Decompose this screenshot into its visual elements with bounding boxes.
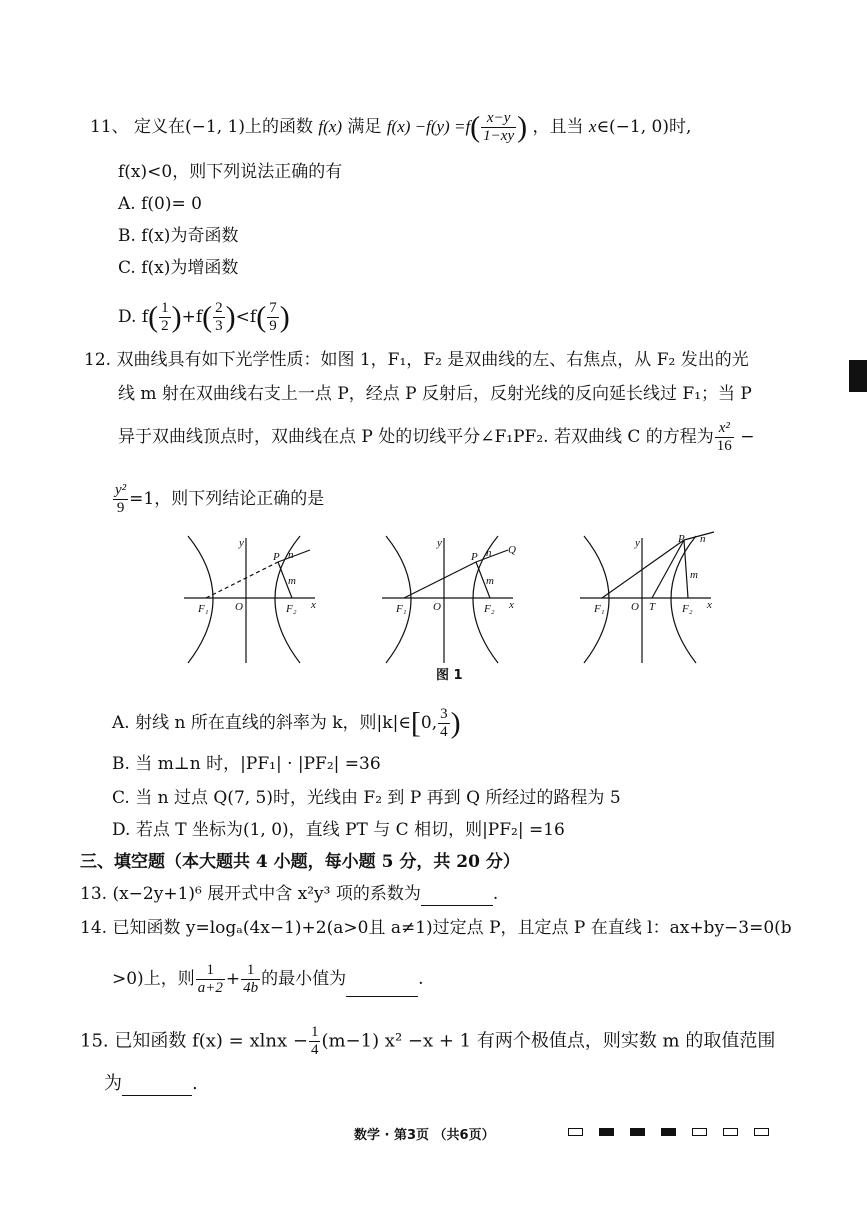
q11-fraction	[481, 110, 516, 145]
fraction	[438, 706, 450, 741]
fraction-denominator: 1−xy	[483, 128, 515, 144]
q11-equation-left: f(x) −f(y) =f	[386, 117, 471, 136]
q15-text: 已知函数 f(x) = xlnx −	[114, 1030, 308, 1052]
fraction-numerator: 1	[161, 300, 169, 316]
q14-text: 的最小值为	[261, 969, 347, 989]
bracket: [	[410, 706, 421, 740]
footer-box	[692, 1128, 707, 1136]
q11-text1: 定义在(−1, 1)上的函数	[134, 117, 313, 137]
label-y: y	[437, 537, 442, 549]
panel-2	[382, 536, 513, 663]
fraction-numerator: 2	[215, 300, 223, 316]
footer-box	[568, 1128, 583, 1136]
label-x: x	[509, 599, 514, 611]
fraction	[196, 962, 225, 997]
paren: )	[225, 300, 236, 334]
fraction-numerator: 7	[269, 300, 277, 316]
label-P: P	[678, 533, 685, 545]
option-a-text: A. 射线 n 所在直线的斜率为 k，则|k|∈	[112, 713, 411, 733]
section-3-heading: 三、填空题（本大题共 4 小题，每小题 5 分，共 20 分）	[80, 852, 520, 872]
paren: )	[517, 110, 528, 144]
figure-caption: 图 1	[436, 668, 463, 683]
paren: )	[450, 706, 461, 740]
fraction-numerator: 1	[241, 962, 260, 980]
answer-blank[interactable]	[122, 1077, 192, 1096]
label-m: m	[486, 575, 494, 587]
label-F2: F₂	[682, 603, 693, 615]
edge-mark	[849, 360, 867, 392]
q13-number: 13.	[80, 884, 108, 904]
label-y: y	[239, 537, 244, 549]
panel-1	[184, 536, 315, 663]
fraction	[113, 482, 128, 517]
q11-option-d	[118, 300, 290, 335]
q15-text: (m−1) x² −x + 1 有两个极值点，则实数 m 的取值范围	[321, 1030, 776, 1052]
footer-box	[599, 1128, 614, 1136]
q15-line2	[104, 1072, 198, 1096]
q11-option-a: A. f(0)= 0	[118, 194, 202, 214]
figure-1-hyperbolas	[170, 528, 730, 683]
fraction	[715, 420, 734, 455]
q12-line3	[118, 420, 754, 455]
q13-text: (x−2y+1)⁶ 展开式中含 x²y³ 项的系数为	[112, 884, 421, 904]
label-n: n	[486, 547, 492, 559]
option-d-prefix: D. f	[118, 307, 149, 327]
fraction-denominator: 9	[116, 500, 125, 516]
q13	[80, 882, 498, 906]
label-O: O	[433, 601, 441, 613]
paren: (	[256, 300, 267, 334]
label-T: T	[649, 601, 656, 613]
q11-line2: f(x)<0，则下列说法正确的有	[118, 162, 343, 182]
label-x: x	[311, 599, 316, 611]
q15-text: 为	[104, 1073, 122, 1094]
q15-number: 15.	[80, 1030, 109, 1052]
q14-number: 14.	[80, 918, 108, 938]
q12-option-b: B. 当 m⊥n 时，|PF₁| · |PF₂| =36	[112, 754, 381, 774]
label-Q: Q	[508, 544, 516, 556]
period: .	[418, 969, 424, 989]
q12-option-d: D. 若点 T 坐标为(1, 0)，直线 PT 与 C 相切，则|PF₂| =16	[112, 820, 565, 840]
q12-number: 12.	[84, 350, 112, 370]
fraction-numerator: x−y	[481, 110, 516, 128]
q14-text: 已知函数 y=logₐ(4x−1)+2(a>0且 a≠1)过定点 P，且定点 P 在直线 l：ax+by−3=0(b	[112, 918, 792, 938]
fraction-denominator: 2	[161, 318, 169, 334]
label-P: P	[471, 551, 478, 563]
label-F1: F₁	[198, 603, 209, 615]
q11-option-b: B. f(x)为奇函数	[118, 226, 239, 246]
fraction	[159, 300, 171, 335]
label-n: n	[288, 549, 294, 561]
label-F2: F₂	[286, 603, 297, 615]
answer-blank[interactable]	[346, 978, 418, 997]
label-F1: F₁	[594, 603, 605, 615]
plus-f: +f	[181, 307, 203, 327]
fraction-numerator: y²	[115, 482, 127, 498]
q12-line2: 线 m 射在双曲线右支上一点 P，经点 P 反射后，反射光线的反向延长线过 F₁；当 P	[118, 384, 752, 404]
label-F2: F₂	[484, 603, 495, 615]
label-m: m	[288, 575, 296, 587]
plus-sign: +	[225, 969, 241, 989]
page-footer: 数学 · 第3页 （共6页）	[354, 1128, 495, 1143]
fraction	[267, 300, 279, 335]
q12-line4	[112, 482, 324, 517]
fraction	[309, 1024, 321, 1059]
panel-3	[580, 532, 714, 663]
label-n: n	[700, 533, 706, 545]
fraction-numerator: 3	[440, 706, 448, 722]
label-O: O	[235, 601, 243, 613]
q15-line1	[80, 1024, 775, 1059]
fraction-numerator: 1	[196, 962, 225, 980]
minus-sign: −	[740, 427, 755, 447]
label-O: O	[631, 601, 639, 613]
paren: )	[171, 300, 182, 334]
q11-x: x	[588, 117, 597, 136]
fraction-denominator: 16	[716, 438, 732, 454]
paren: )	[279, 300, 290, 334]
q12-text: 双曲线具有如下光学性质：如图 1，F₁，F₂ 是双曲线的左、右焦点，从 F₂ 发出的光	[116, 350, 749, 370]
q14-line2	[112, 962, 423, 997]
label-P: P	[273, 551, 280, 563]
q11-number: 11、	[90, 117, 129, 137]
footer-box	[661, 1128, 676, 1136]
q11-text3: ，且当	[532, 117, 584, 137]
fraction-denominator: 4	[440, 724, 448, 740]
period: .	[192, 1073, 198, 1094]
fraction	[241, 962, 260, 997]
q11-text2: 满足	[347, 117, 382, 137]
q12-option-a	[112, 706, 461, 741]
q14-line1	[80, 916, 792, 940]
fraction-denominator: a+2	[197, 980, 223, 996]
fraction	[213, 300, 225, 335]
less-than-f: <f	[235, 307, 257, 327]
fraction-denominator: 9	[269, 318, 277, 334]
q11-text4: ∈(−1, 0)时,	[596, 117, 692, 137]
label-x: x	[707, 599, 712, 611]
paren: (	[470, 110, 481, 144]
paren: (	[148, 300, 159, 334]
footer-box	[630, 1128, 645, 1136]
q14-text: >0)上，则	[112, 969, 195, 989]
paren: (	[202, 300, 213, 334]
fraction-numerator: 1	[310, 1024, 319, 1040]
q12-line1	[84, 348, 749, 372]
answer-blank[interactable]	[421, 887, 493, 906]
q12-text: 异于双曲线顶点时，双曲线在点 P 处的切线平分∠F₁PF₂. 若双曲线 C 的方程为	[118, 427, 714, 447]
footer-box	[754, 1128, 769, 1136]
period: .	[492, 884, 499, 904]
label-y: y	[635, 537, 640, 549]
fraction-numerator: x²	[715, 420, 734, 438]
q11-fx: f(x)	[318, 117, 342, 136]
q11-option-c: C. f(x)为增函数	[118, 258, 239, 278]
fraction-denominator: 4b	[243, 980, 259, 996]
q12-text: =1，则下列结论正确的是	[129, 489, 325, 509]
fraction-denominator: 4	[310, 1042, 319, 1058]
interval-left: 0,	[420, 713, 438, 733]
fraction-denominator: 3	[215, 318, 223, 334]
label-F1: F₁	[396, 603, 407, 615]
q12-option-c: C. 当 n 过点 Q(7, 5)时，光线由 F₂ 到 P 再到 Q 所经过的路程为 5	[112, 788, 621, 808]
q11-line1	[90, 110, 691, 145]
footer-box	[723, 1128, 738, 1136]
label-m: m	[690, 569, 698, 581]
